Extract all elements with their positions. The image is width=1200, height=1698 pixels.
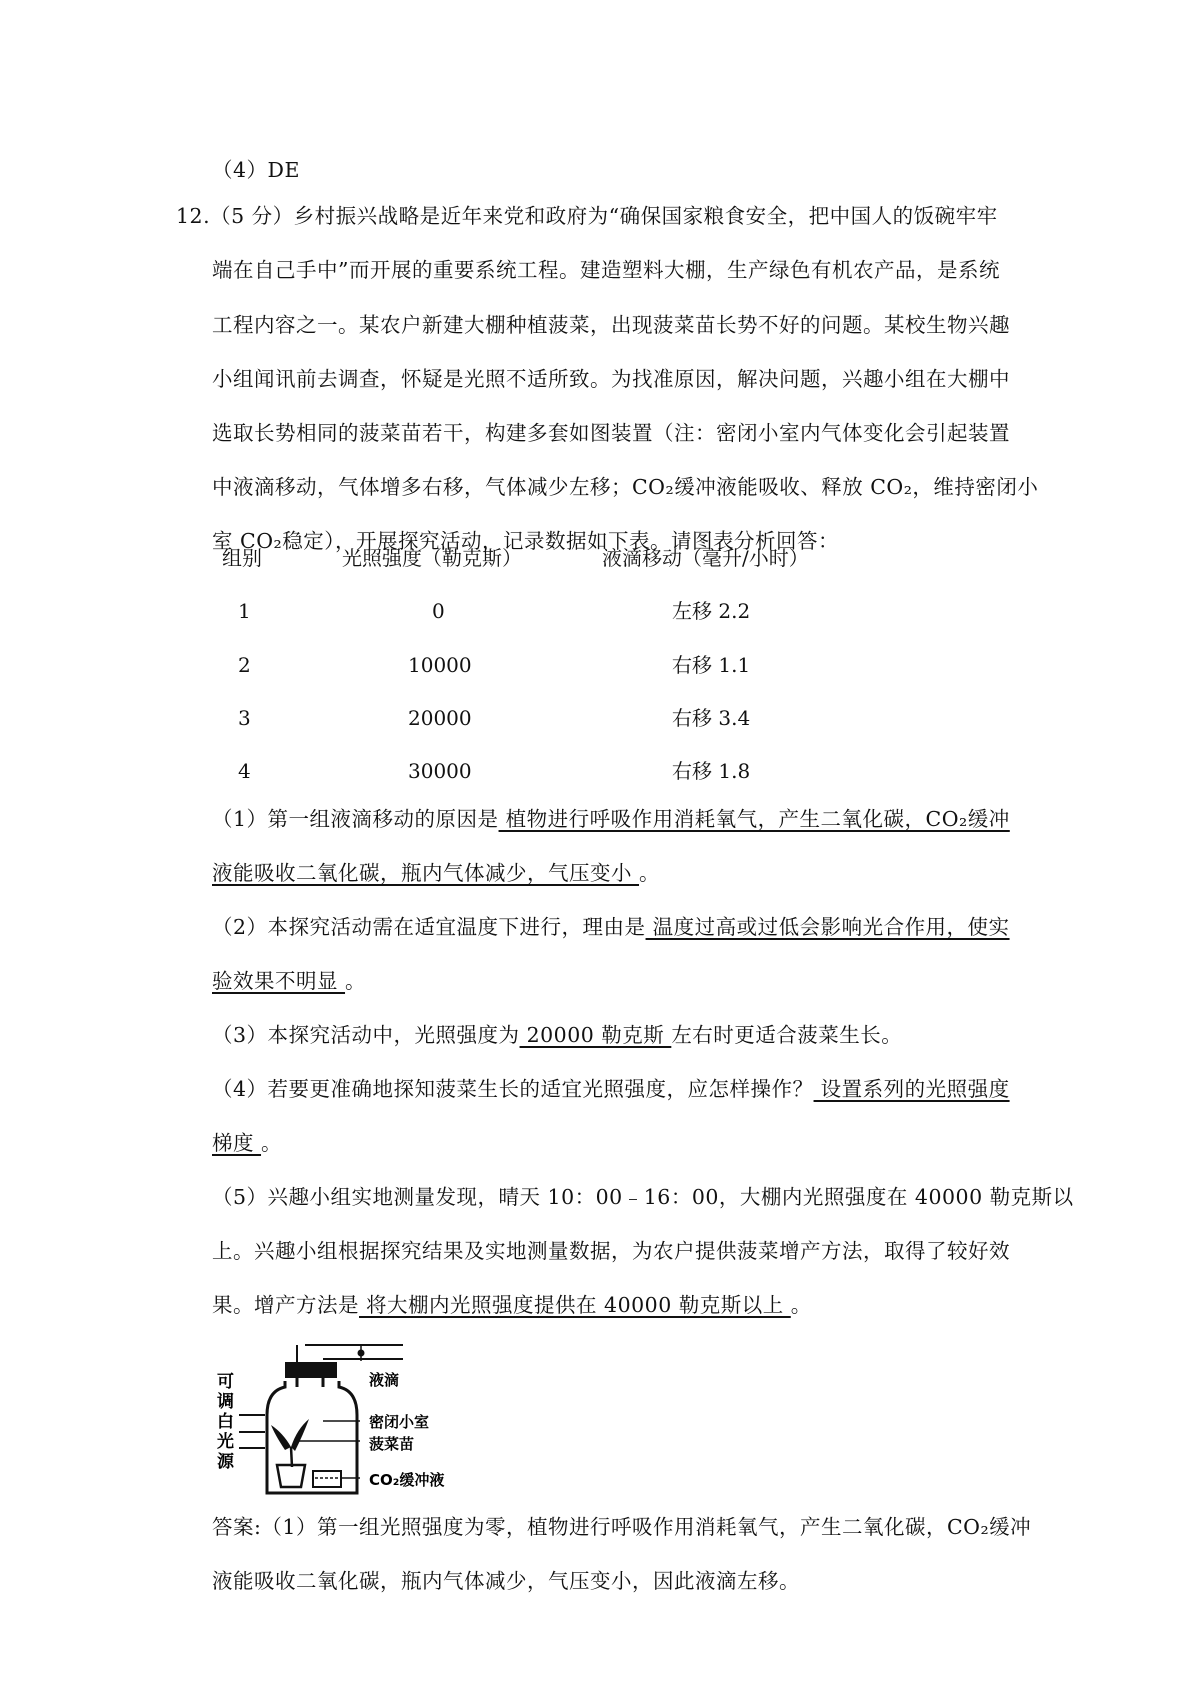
- answer-blank: 将大棚内光照强度提供在 40000 勒克斯以上: [359, 1293, 791, 1317]
- table-cell: 1: [238, 599, 251, 623]
- table-header: 光照强度（勒克斯）: [342, 546, 522, 570]
- subquestion-text: （4）若要更准确地探知菠菜生长的适宜光照强度，应怎样操作？: [212, 1077, 814, 1101]
- previous-answer: （4）DE: [212, 158, 300, 182]
- subquestion-text: （1）第一组液滴移动的原因是: [212, 807, 499, 831]
- subquestion-5-cont: 上。兴趣小组根据探究结果及实地测量数据，为农户提供菠菜增产方法，取得了较好效: [212, 1239, 1010, 1263]
- question-line: 端在自己手中”而开展的重要系统工程。建造塑料大棚，生产绿色有机农产品，是系统: [212, 258, 1000, 282]
- table-cell: 30000: [408, 759, 472, 783]
- subquestion-5: （5）兴趣小组实地测量发现，晴天 10：00﹣16：00，大棚内光照强度在 40000 勒克斯以: [212, 1185, 1074, 1209]
- answer-blank: 植物进行呼吸作用消耗氧气，产生二氧化碳，CO₂缓冲: [498, 807, 1010, 831]
- punctuation: 。: [345, 969, 367, 993]
- label-pointers: [299, 1421, 360, 1478]
- subquestion-3: [212, 1020, 902, 1050]
- answer-blank: 设置系列的光照强度: [813, 1077, 1010, 1101]
- light-source-label: 源: [217, 1452, 234, 1472]
- answer-line: 答案:（1）第一组光照强度为零，植物进行呼吸作用消耗氧气，产生二氧化碳，CO₂缓冲: [212, 1515, 1032, 1539]
- subquestion-2-cont: [212, 966, 366, 996]
- table-header: 液滴移动（毫升/小时）: [602, 546, 809, 570]
- table-cell: 10000: [408, 653, 472, 677]
- seedling-label: 菠菜苗: [369, 1435, 415, 1453]
- buffer-label: CO₂缓冲液: [369, 1471, 445, 1489]
- punctuation: 。: [261, 1131, 283, 1155]
- light-source-label: 调: [217, 1392, 234, 1412]
- answer-blank: 验效果不明显: [212, 969, 346, 993]
- stopper: [285, 1362, 337, 1378]
- table-cell: 2: [238, 653, 251, 677]
- table-cell: 4: [238, 759, 251, 783]
- question-line: 工程内容之一。某农户新建大棚种植菠菜，出现菠菜苗长势不好的问题。某校生物兴趣: [212, 313, 1010, 337]
- table-cell: 右移 3.4: [672, 706, 751, 730]
- table-header: 组别: [222, 546, 262, 570]
- table-cell: 右移 1.8: [672, 759, 751, 783]
- question-line: 室 CO₂稳定），开展探究活动，记录数据如下表。请图表分析回答：: [212, 529, 839, 553]
- punctuation: 。: [790, 1293, 812, 1317]
- light-source-label: 可: [217, 1372, 234, 1392]
- chamber-label: 密闭小室: [369, 1413, 430, 1431]
- answer-line: 液能吸收二氧化碳，瓶内气体减少，气压变小，因此液滴左移。: [212, 1569, 800, 1593]
- question-line: 12.（5 分）乡村振兴战略是近年来党和政府为“确保国家粮食安全，把中国人的饭碗牢牢: [176, 204, 998, 228]
- table-cell: 0: [432, 599, 445, 623]
- table-cell: 20000: [408, 706, 472, 730]
- subquestion-1: [212, 804, 1010, 834]
- subquestion-1-cont: [212, 858, 660, 888]
- light-source-label: 白: [217, 1412, 234, 1432]
- question-line: 小组闻讯前去调查，怀疑是光照不适所致。为找准原因，解决问题，兴趣小组在大棚中: [212, 367, 1010, 391]
- droplet: [358, 1350, 365, 1357]
- answer-blank: 20000 勒克斯: [519, 1023, 672, 1047]
- subquestion-2: [212, 912, 1010, 942]
- subquestion-text: （2）本探究活动需在适宜温度下进行，理由是: [212, 915, 646, 939]
- subquestion-5-cont: [212, 1290, 812, 1320]
- light-source-label: 光: [217, 1432, 234, 1452]
- subquestion-4-cont: [212, 1128, 282, 1158]
- apparatus-figure: [205, 1335, 525, 1500]
- buffer-dish: [313, 1471, 341, 1487]
- answer-blank: 温度过高或过低会影响光合作用，使实: [645, 915, 1010, 939]
- droplet-label: 液滴: [369, 1371, 400, 1389]
- answer-blank: 液能吸收二氧化碳，瓶内气体减少，气压变小: [212, 861, 640, 885]
- question-line: 选取长势相同的菠菜苗若干，构建多套如图装置（注：密闭小室内气体变化会引起装置: [212, 421, 1010, 445]
- light-rays: [239, 1415, 265, 1448]
- table-cell: 右移 1.1: [672, 653, 751, 677]
- table-cell: 3: [238, 706, 251, 730]
- table-cell: 左移 2.2: [672, 599, 751, 623]
- subquestion-4: [212, 1074, 1010, 1104]
- subquestion-text: 左右时更适合菠菜生长。: [671, 1023, 903, 1047]
- question-line: 中液滴移动，气体增多右移，气体减少左移；CO₂缓冲液能吸收、释放 CO₂，维持密闭小: [212, 475, 1039, 499]
- answer-blank: 梯度: [212, 1131, 262, 1155]
- subquestion-text: 果。增产方法是: [212, 1293, 359, 1317]
- spinach-seedling: [271, 1419, 309, 1487]
- punctuation: 。: [639, 861, 661, 885]
- subquestion-text: （3）本探究活动中，光照强度为: [212, 1023, 520, 1047]
